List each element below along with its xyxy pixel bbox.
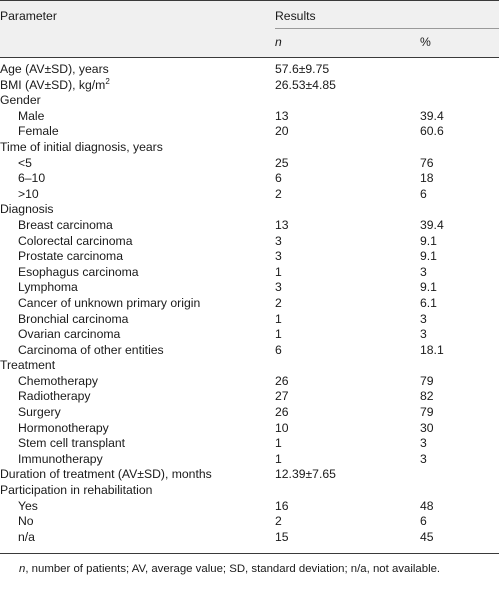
row-n-value: 27 xyxy=(275,389,289,404)
row-parameter xyxy=(0,421,275,437)
row-parameter xyxy=(0,171,275,187)
row-parameter xyxy=(0,234,275,250)
top-rule xyxy=(0,0,499,1)
row-parameter xyxy=(0,62,275,78)
header-results: Results xyxy=(275,9,316,23)
row-label: Breast carcinoma xyxy=(18,217,113,232)
row-percent-value xyxy=(420,358,499,374)
row-percent-value: 82 xyxy=(420,389,434,404)
row-percent-value xyxy=(420,78,499,94)
table-row xyxy=(0,171,499,187)
row-n-value: 57.6±9.75 xyxy=(275,62,330,76)
row-parameter xyxy=(0,499,275,515)
row-percent-value: 60.6 xyxy=(420,124,444,139)
row-parameter xyxy=(0,389,275,405)
row-label-superscript: 2 xyxy=(105,76,110,86)
row-percent-value: 76 xyxy=(420,155,434,170)
row-n-value: 3 xyxy=(275,280,282,295)
row-percent-value: 3 xyxy=(420,311,427,326)
table-footnote xyxy=(19,563,440,575)
row-label: n/a xyxy=(18,529,35,544)
row-label: Immunotherapy xyxy=(18,451,103,466)
row-n-value: 2 xyxy=(275,514,282,529)
table-row xyxy=(0,421,499,437)
row-parameter xyxy=(0,312,275,328)
row-parameter xyxy=(0,124,275,140)
row-percent-value xyxy=(420,93,499,109)
row-parameter xyxy=(0,265,275,281)
table-body xyxy=(0,62,499,545)
row-n-value xyxy=(275,358,420,374)
row-percent-value: 6.1 xyxy=(420,295,437,310)
row-percent-value xyxy=(420,467,499,483)
table-row xyxy=(0,389,499,405)
row-label: >10 xyxy=(18,186,39,201)
row-parameter xyxy=(0,405,275,421)
table-row xyxy=(0,467,499,483)
row-parameter xyxy=(0,93,275,109)
row-percent-value: 45 xyxy=(420,529,434,544)
row-percent-value xyxy=(420,202,499,218)
table-row xyxy=(0,452,499,468)
row-n-value: 1 xyxy=(275,436,282,451)
row-n-value: 1 xyxy=(275,327,282,342)
row-percent-value: 39.4 xyxy=(420,108,444,123)
row-label: Yes xyxy=(18,498,38,513)
row-label: Age (AV±SD), years xyxy=(0,62,109,76)
row-n-value: 25 xyxy=(275,155,289,170)
row-n-value xyxy=(275,202,420,218)
row-label: Ovarian carcinoma xyxy=(18,327,121,342)
row-label: Hormonotherapy xyxy=(18,420,109,435)
row-percent-value xyxy=(420,140,499,156)
row-percent-value: 3 xyxy=(420,436,427,451)
row-n-value: 26 xyxy=(275,405,289,420)
row-label: <5 xyxy=(18,155,32,170)
table-row xyxy=(0,358,499,374)
row-percent-value: 3 xyxy=(420,327,427,342)
row-label: Lymphoma xyxy=(18,280,78,295)
table-row xyxy=(0,124,499,140)
table-row xyxy=(0,374,499,390)
row-percent-value: 79 xyxy=(420,405,434,420)
row-n-value: 20 xyxy=(275,124,289,139)
row-n-value: 12.39±7.65 xyxy=(275,467,336,482)
table-row xyxy=(0,187,499,203)
row-parameter xyxy=(0,218,275,234)
table-row xyxy=(0,156,499,172)
row-n-value: 16 xyxy=(275,498,289,513)
row-n-value xyxy=(275,93,420,109)
row-label: 6–10 xyxy=(18,171,46,186)
table-row xyxy=(0,327,499,343)
row-percent-value xyxy=(420,483,499,499)
row-percent-value: 18.1 xyxy=(420,342,444,357)
row-n-value: 3 xyxy=(275,233,282,248)
row-percent-value: 3 xyxy=(420,264,427,279)
row-label: Cancer of unknown primary origin xyxy=(18,295,201,310)
row-n-value xyxy=(275,483,420,499)
table-row xyxy=(0,312,499,328)
row-n-value: 1 xyxy=(275,311,282,326)
header-rule xyxy=(0,57,499,58)
row-parameter xyxy=(0,530,275,546)
row-n-value: 1 xyxy=(275,451,282,466)
row-label: BMI (AV±SD), kg/m xyxy=(0,77,106,92)
row-n-value: 2 xyxy=(275,186,282,201)
row-percent-value: 9.1 xyxy=(420,249,437,264)
row-parameter xyxy=(0,483,275,499)
table-row xyxy=(0,62,499,78)
row-n-value xyxy=(275,140,420,156)
bottom-rule xyxy=(0,553,499,554)
table-row xyxy=(0,202,499,218)
table-row xyxy=(0,499,499,515)
row-parameter xyxy=(0,140,275,156)
row-percent-value: 18 xyxy=(420,171,434,186)
table-row xyxy=(0,436,499,452)
table-row xyxy=(0,234,499,250)
row-n-value: 2 xyxy=(275,295,282,310)
row-label: Bronchial carcinoma xyxy=(18,311,129,326)
table-row xyxy=(0,109,499,125)
row-label: Time of initial diagnosis, years xyxy=(0,139,163,154)
row-n-value: 13 xyxy=(275,108,289,123)
header-n: n xyxy=(275,35,282,49)
row-percent-value: 79 xyxy=(420,373,434,388)
row-n-value: 26.53±4.85 xyxy=(275,77,336,92)
row-label: Carcinoma of other entities xyxy=(18,342,164,357)
footnote-text: , number of patients; AV, average value; SD, standard deviation; n/a, not available. xyxy=(25,563,441,575)
row-percent-value: 9.1 xyxy=(420,233,437,248)
row-label: Male xyxy=(18,108,45,123)
row-n-value: 1 xyxy=(275,264,282,279)
row-n-value: 3 xyxy=(275,249,282,264)
row-label: Gender xyxy=(0,93,41,108)
table-row xyxy=(0,93,499,109)
row-label: Stem cell transplant xyxy=(18,436,126,451)
row-percent-value: 9.1 xyxy=(420,280,437,295)
row-n-value: 13 xyxy=(275,217,289,232)
row-parameter xyxy=(0,358,275,374)
row-n-value: 6 xyxy=(275,171,282,186)
row-label: Radiotherapy xyxy=(18,389,91,404)
header-parameter: Parameter xyxy=(0,9,57,23)
table-row xyxy=(0,530,499,546)
results-rule xyxy=(275,28,499,29)
row-label: Duration of treatment (AV±SD), months xyxy=(0,467,212,482)
row-parameter xyxy=(0,436,275,452)
row-parameter xyxy=(0,327,275,343)
table-row xyxy=(0,296,499,312)
table-row xyxy=(0,514,499,530)
row-parameter xyxy=(0,343,275,359)
row-n-value: 6 xyxy=(275,342,282,357)
row-parameter xyxy=(0,156,275,172)
row-parameter xyxy=(0,296,275,312)
row-percent-value: 30 xyxy=(420,420,434,435)
row-parameter xyxy=(0,202,275,218)
row-label: Female xyxy=(18,124,59,139)
row-label: Chemotherapy xyxy=(18,373,98,388)
table-row xyxy=(0,140,499,156)
row-n-value: 15 xyxy=(275,529,289,544)
table-row xyxy=(0,218,499,234)
row-label: Treatment xyxy=(0,358,56,373)
row-n-value: 10 xyxy=(275,420,289,435)
row-parameter xyxy=(0,78,275,94)
row-label: Participation in rehabilitation xyxy=(0,483,153,498)
row-percent-value: 3 xyxy=(420,451,427,466)
row-percent-value: 6 xyxy=(420,514,427,529)
row-parameter xyxy=(0,374,275,390)
row-parameter xyxy=(0,452,275,468)
row-parameter xyxy=(0,109,275,125)
row-percent-value: 48 xyxy=(420,498,434,513)
row-percent-value xyxy=(420,62,499,78)
row-parameter xyxy=(0,514,275,530)
table-row xyxy=(0,405,499,421)
row-parameter xyxy=(0,467,275,483)
row-label: Prostate carcinoma xyxy=(18,249,123,264)
row-label: Surgery xyxy=(18,405,61,420)
row-parameter xyxy=(0,280,275,296)
header-percent: % xyxy=(420,35,431,49)
row-percent-value: 39.4 xyxy=(420,217,444,232)
row-n-value: 26 xyxy=(275,373,289,388)
row-label: Esophagus carcinoma xyxy=(18,264,139,279)
table-row xyxy=(0,249,499,265)
row-parameter xyxy=(0,187,275,203)
table-row xyxy=(0,280,499,296)
row-percent-value: 6 xyxy=(420,186,427,201)
row-label: Diagnosis xyxy=(0,202,54,217)
row-parameter xyxy=(0,249,275,265)
row-label: No xyxy=(18,514,34,529)
table-row xyxy=(0,483,499,499)
table-row xyxy=(0,343,499,359)
table-row xyxy=(0,265,499,281)
row-label: Colorectal carcinoma xyxy=(18,233,133,248)
table-row xyxy=(0,78,499,94)
footnote-n-symbol: n xyxy=(19,563,26,575)
